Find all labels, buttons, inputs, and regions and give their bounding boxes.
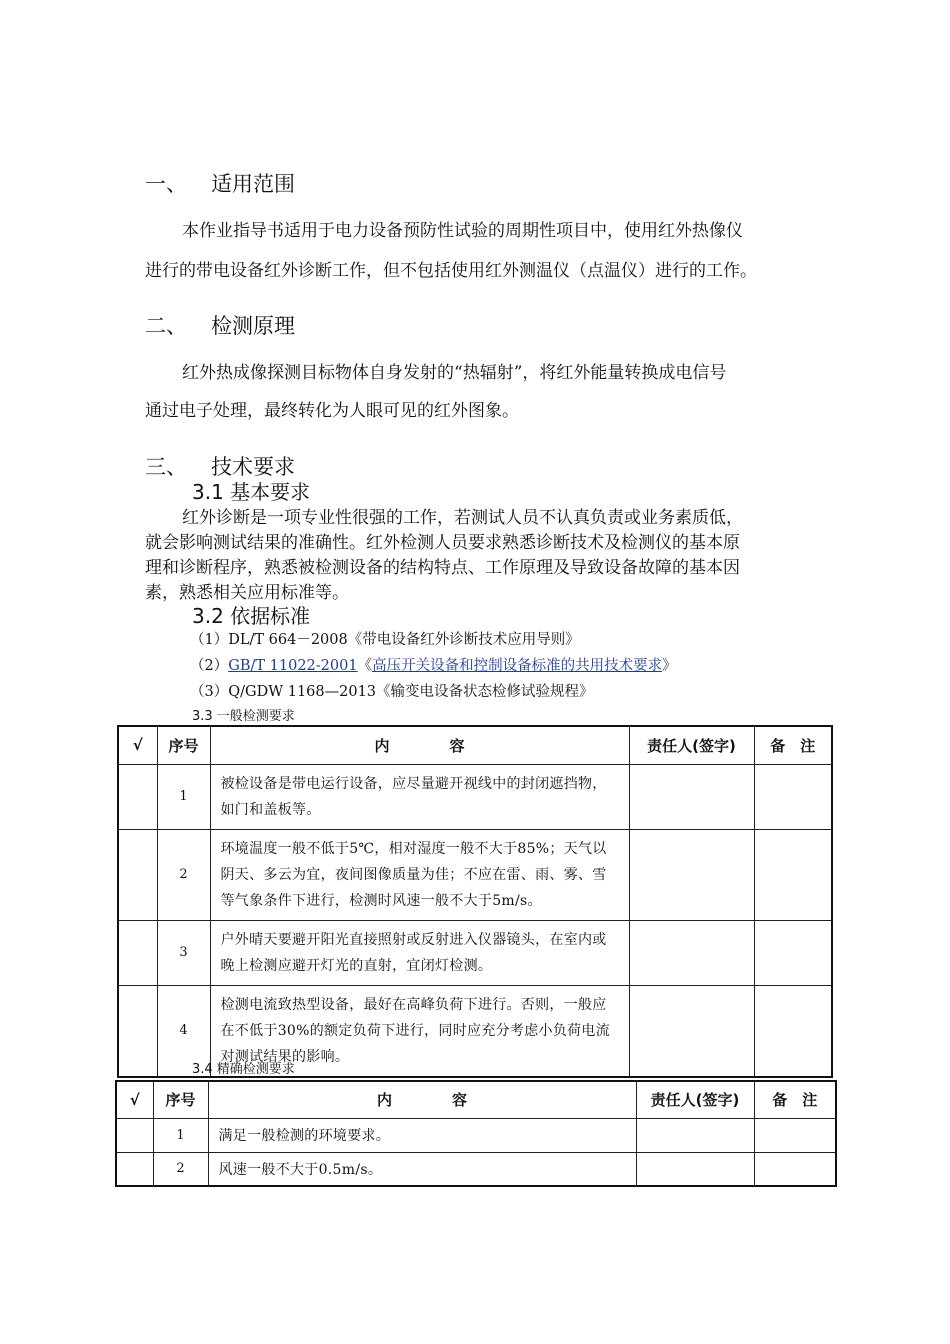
table-row: [118, 829, 832, 920]
remark-cell[interactable]: [754, 764, 832, 829]
section-1-line-2: 进行的带电设备红外诊断工作，但不包括使用红外测温仪（点温仪）进行的工作。: [145, 261, 757, 281]
standard-item-1: （1）DL/T 664－2008《带电设备红外诊断技术应用导则》: [190, 632, 580, 648]
content-cell: 环境温度一般不低于5℃，相对湿度一般不大于85%；天气以阴天、多云为宜，夜间图像质量为佳；不应在雷、雨、雾、雪等气象条件下进行，检测时风速一般不大于5m/s。: [210, 829, 629, 920]
seq-cell: 2: [157, 829, 210, 920]
section-2-line-2: 通过电子处理，最终转化为人眼可见的红外图象。: [145, 401, 519, 421]
check-cell[interactable]: [118, 920, 157, 985]
owner-column-header: 责任人(签字): [629, 726, 754, 764]
owner-signature-cell[interactable]: [629, 829, 754, 920]
remark-column-header: 备 注: [754, 1081, 836, 1118]
table-2-header-row: [116, 1081, 836, 1118]
check-cell[interactable]: [116, 1118, 153, 1152]
check-cell[interactable]: [116, 1152, 153, 1186]
content-cell: 户外晴天要避开阳光直接照射或反射进入仪器镜头，在室内或晚上检测应避开灯光的直射，宜闭灯检测。: [210, 920, 629, 985]
table-1-caption: 3.3 一般检测要求: [192, 709, 295, 724]
section-3-title: 技术要求: [211, 455, 295, 479]
seq-cell: 1: [157, 764, 210, 829]
check-cell[interactable]: [118, 985, 157, 1077]
precise-requirements-table: [115, 1080, 837, 1187]
subsection-3-2-title: 3.2 依据标准: [192, 604, 311, 628]
owner-signature-cell[interactable]: [629, 985, 754, 1077]
check-column-header: √: [116, 1081, 153, 1118]
section-1-title: 适用范围: [211, 172, 295, 196]
owner-signature-cell[interactable]: [636, 1118, 754, 1152]
remark-cell[interactable]: [754, 1152, 836, 1186]
table-1-header-row: [118, 726, 832, 764]
standard-code-link[interactable]: GB/T 11022-2001: [228, 658, 358, 674]
seq-column-header: 序号: [157, 726, 210, 764]
subsection-3-1-line-1: 红外诊断是一项专业性很强的工作，若测试人员不认真负责或业务素质低，: [182, 508, 743, 528]
table-row: [116, 1152, 836, 1186]
subsection-3-1-line-2: 就会影响测试结果的准确性。红外检测人员要求熟悉诊断技术及检测仪的基本原: [145, 533, 740, 553]
standard-item-2-open: 《: [357, 658, 373, 674]
seq-cell: 1: [153, 1118, 208, 1152]
check-cell[interactable]: [118, 829, 157, 920]
subsection-3-1-title: 3.1 基本要求: [192, 480, 311, 504]
remark-cell[interactable]: [754, 985, 832, 1077]
owner-signature-cell[interactable]: [629, 764, 754, 829]
owner-signature-cell[interactable]: [636, 1152, 754, 1186]
content-column-header: 内 容: [208, 1081, 636, 1118]
seq-column-header: 序号: [153, 1081, 208, 1118]
table-row: [118, 920, 832, 985]
section-2-number: 二、: [145, 314, 187, 338]
check-cell[interactable]: [118, 764, 157, 829]
content-cell: 风速一般不大于0.5m/s。: [208, 1152, 636, 1186]
section-2-title: 检测原理: [211, 314, 295, 338]
seq-cell: 3: [157, 920, 210, 985]
standard-item-3: （3）Q/GDW 1168—2013《输变电设备状态检修试验规程》: [190, 684, 594, 700]
remark-column-header: 备 注: [754, 726, 832, 764]
table-2-caption: 3.4 精确检测要求: [192, 1062, 295, 1077]
standard-name-link[interactable]: 高压开关设备和控制设备标准的共用技术要求: [372, 658, 663, 674]
remark-cell[interactable]: [754, 829, 832, 920]
seq-cell: 2: [153, 1152, 208, 1186]
standard-item-2-prefix: （2）: [190, 658, 229, 674]
section-1-line-1: 本作业指导书适用于电力设备预防性试验的周期性项目中，使用红外热像仪: [182, 221, 743, 241]
subsection-3-1-line-3: 理和诊断程序，熟悉被检测设备的结构特点、工作原理及导致设备故障的基本因: [145, 558, 740, 578]
content-cell: 检测电流致热型设备，最好在高峰负荷下进行。否则，一般应在不低于30%的额定负荷下进行，同时应充分考虑小负荷电流对测试结果的影响。: [210, 985, 629, 1077]
remark-cell[interactable]: [754, 920, 832, 985]
section-1-heading: [145, 168, 295, 198]
section-3-number: 三、: [145, 455, 187, 479]
owner-column-header: 责任人(签字): [636, 1081, 754, 1118]
section-1-number: 一、: [145, 172, 187, 196]
section-2-heading: [145, 310, 295, 340]
seq-cell: 4: [157, 985, 210, 1077]
content-cell: 被检设备是带电运行设备，应尽量避开视线中的封闭遮挡物，如门和盖板等。: [210, 764, 629, 829]
owner-signature-cell[interactable]: [629, 920, 754, 985]
table-row: [116, 1118, 836, 1152]
remark-cell[interactable]: [754, 1118, 836, 1152]
table-row: [118, 764, 832, 829]
subsection-3-1-line-4: 素，熟悉相关应用标准等。: [145, 583, 349, 603]
content-cell: 满足一般检测的环境要求。: [208, 1118, 636, 1152]
section-2-line-1: 红外热成像探测目标物体自身发射的“热辐射”，将红外能量转换成电信号: [182, 363, 727, 383]
standard-item-2: [190, 654, 677, 675]
general-requirements-table: [117, 725, 833, 1078]
check-column-header: √: [118, 726, 157, 764]
content-column-header: 内 容: [210, 726, 629, 764]
standard-item-2-close: 》: [662, 658, 677, 674]
